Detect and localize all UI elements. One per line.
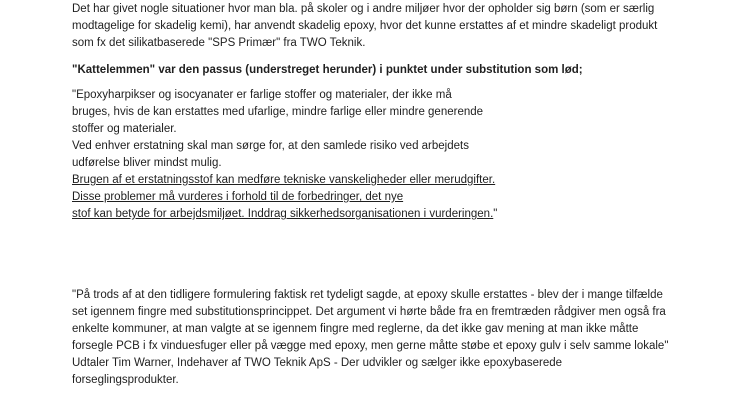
intro-paragraph — [72, 1, 657, 52]
statement-line: enkelte kommuner, at man valgte at se igennem fingre med reglerne, da det ikke gav mening at man ikke måtte — [72, 323, 639, 335]
quote-line: Ved enhver erstatning skal man sørge for, at den samlede risiko ved arbejdets — [72, 140, 469, 152]
underlined-text: Brugen af et erstatningsstof kan medføre tekniske vanskeligheder eller merudgifter. — [72, 174, 496, 186]
underlined-text: Disse problemer må vurderes i forhold til de forbedringer, det nye — [72, 191, 404, 203]
section-heading: "Kattelemmen" var den passus (understreget herunder) i punktet under substitution som lød; — [72, 64, 583, 76]
quote-underlined-line — [72, 206, 497, 223]
closing-quote: " — [493, 208, 498, 220]
quote-underlined-line — [72, 189, 497, 206]
statement-line: "På trods af at den tidligere formulering faktisk ret tydeligt sagde, at epoxy skulle erstattes - blev der i mange tilfælde — [72, 289, 663, 301]
quoted-regulation — [72, 87, 497, 223]
quote-line: bruges, hvis de kan erstattes med ufarlige, mindre farlige eller mindre generende — [72, 106, 484, 118]
quote-line: udførelse bliver mindst mulig. — [72, 157, 222, 169]
quote-underlined-line — [72, 172, 497, 189]
statement-line: forseglingsprodukter. — [72, 374, 179, 386]
statement-line: Udtaler Tim Warner, Indehaver af TWO Teknik ApS - Der udvikler og sælger ikke epoxybaserede — [72, 357, 563, 369]
quote-line: "Epoxyharpikser og isocyanater er farlige stoffer og materialer, der ikke må — [72, 89, 452, 101]
underlined-text: stof kan betyde for arbejdsmiljøet. Inddrag sikkerhedsorganisationen i vurderingen. — [72, 208, 494, 220]
intro-line: som fx det silikatbaserede "SPS Primær" fra TWO Teknik. — [72, 37, 366, 49]
quote-line: stoffer og materialer. — [72, 123, 177, 135]
statement-line: set igennem fingre med substitutionsprincippet. Det argument vi hørte både fra en fremtræden rådgiver men også fra — [72, 306, 666, 318]
statement-paragraph — [72, 287, 668, 389]
intro-line: modtagelige for skadelig kemi), har anvendt skadelig epoxy, hvor det kunne erstattes af et mindre skadeligt produkt — [72, 20, 658, 32]
intro-line: Det har givet nogle situationer hvor man bla. på skoler og i andre miljøer hvor der opholder sig børn (som er særlig — [72, 3, 655, 15]
statement-line: forsegle PCB i fx vinduesfuger eller på vægge med epoxy, men gerne måtte støbe et epoxy gulv i selv samme lokale" — [72, 340, 669, 352]
